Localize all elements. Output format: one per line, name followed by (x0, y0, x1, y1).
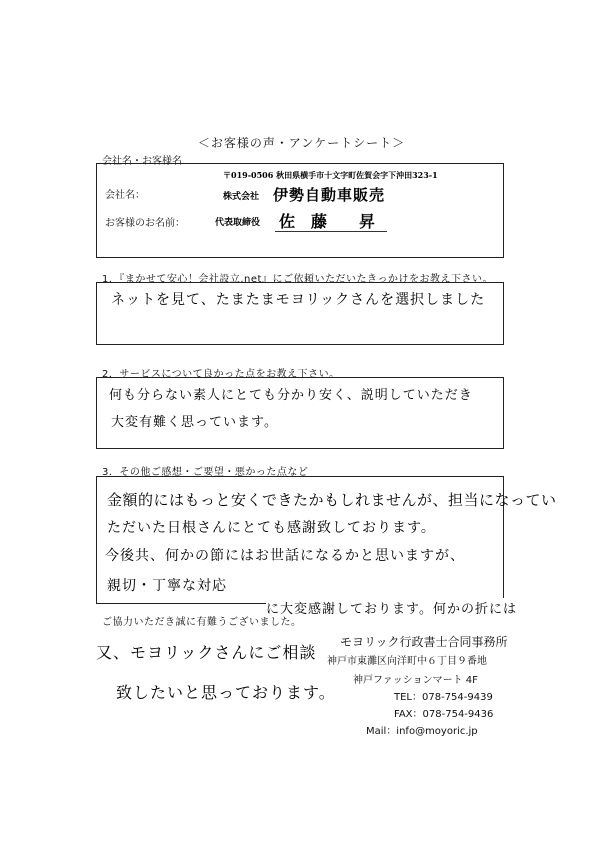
office-tel: TEL：078-754-9439 (394, 692, 493, 703)
q2-answer-line-2: 大変有難く思っています。 (111, 415, 278, 430)
q3-answer-line-4: 親切・丁寧な対応 (107, 578, 227, 594)
office-building: 神戸ファッションマート 4F (353, 675, 478, 686)
q2-answer-box (96, 377, 504, 449)
q1-answer-box (96, 282, 504, 345)
office-name: モヨリック行政書士合同事務所 (340, 635, 508, 649)
customer-section-label: 会社名・お客様名 (102, 156, 182, 167)
q1-answer: ネットを見て、たまたまモヨリックさんを選択しました (111, 292, 486, 308)
title-stamp: 代表取締役 (215, 218, 261, 228)
q3-answer-line-2: ただいた日根さんにとても感謝致しております。 (107, 520, 436, 536)
q3-label: 3．その他ご感想・ご要望・悪かった点など (102, 467, 309, 478)
closing-line-2: 致したいと思っております。 (116, 683, 336, 702)
q1-label: 1．『まかせて安心！会社設立.net』にご依頼いただいたきっかけをお教え下さい。 (102, 274, 493, 285)
office-fax: FAX：078-754-9436 (394, 709, 494, 720)
company-label: 会社名： (105, 190, 145, 201)
thanks-text: ご協力いただき誠に有難うございました。 (102, 617, 302, 628)
q2-answer-line-1: 何も分らない素人にとても分かり安く、説明していただき (109, 388, 473, 403)
q2-label: 2．サービスについて良かった点をお教え下さい。 (102, 369, 340, 380)
customer-box (96, 163, 504, 258)
q3-answer-line-3: 今後共、何かの節にはお世話になるかと思いますが、 (105, 548, 465, 564)
q3-answer-box (96, 476, 557, 604)
q3-answer-line-1: 金額的にはもっと安くできたかもしれませんが、担当になってい (107, 491, 557, 509)
office-address: 神戸市東灘区向洋町中６丁目９番地 (327, 656, 487, 667)
q3-answer-line-5: に大変感謝しております。何かの折には (266, 598, 517, 617)
closing-line-1: 又、モヨリックさんにご相談 (96, 643, 317, 662)
company-name-stamp: 伊勢自動車販売 (273, 186, 386, 204)
sheet-title: ＜お客様の声・アンケートシート＞ (197, 136, 406, 150)
person-name-stamp: 佐 藤 昇 (279, 212, 376, 231)
company-prefix-stamp: 株式会社 (223, 192, 260, 202)
name-label: お客様のお名前： (105, 218, 185, 229)
office-mail: Mail：info@moyoric.jp (366, 726, 478, 737)
name-underline (275, 231, 387, 232)
address-stamp: 〒019-0506 秋田県横手市十文字町佐賀会字下沖田323-1 (223, 170, 438, 180)
